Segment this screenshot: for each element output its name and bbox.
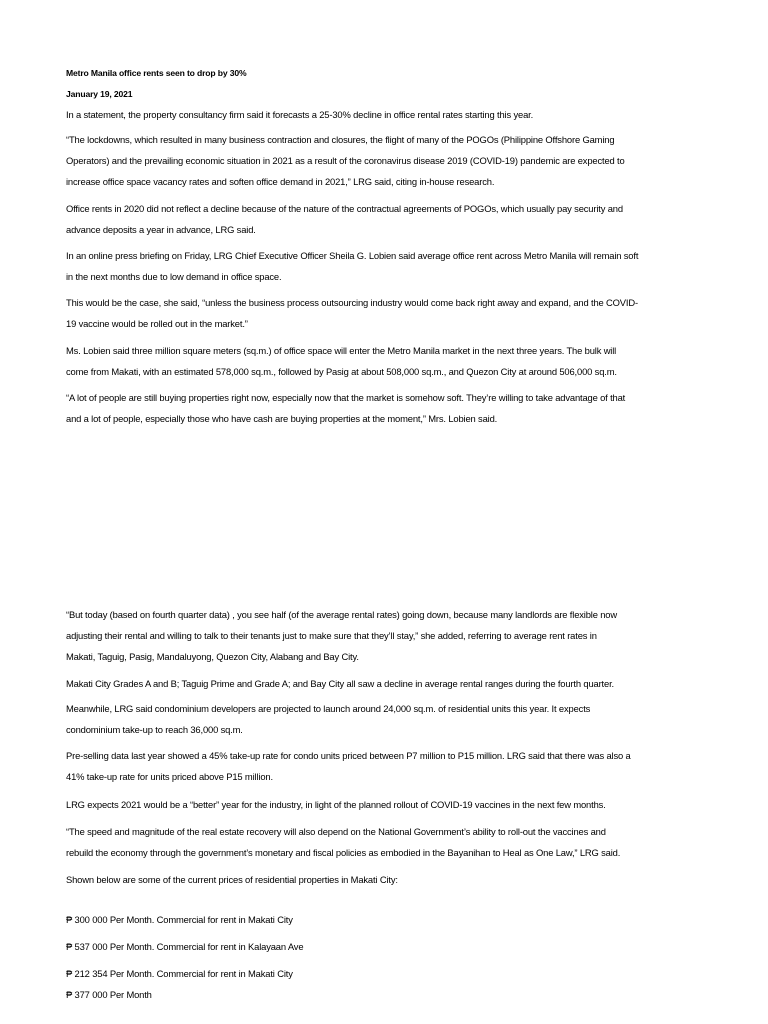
paragraph bbox=[66, 794, 706, 815]
text-line: Makati City Grades A and B; Taguig Prime and Grade A; and Bay City all saw a decline in average rental ranges during the fourth quarter. bbox=[66, 678, 614, 689]
text-line: “The lockdowns, which resulted in many business contraction and closures, the flight of many of the POGOs (Philippine Offshore Gaming bbox=[66, 134, 615, 145]
text-line: Office rents in 2020 did not reflect a decline because of the nature of the contractual agreements of POGOs, which usually pay security and bbox=[66, 203, 623, 214]
text-line: Ms. Lobien said three million square meters (sq.m.) of office space will enter the Metro Manila market in the next three years. The bulk will bbox=[66, 345, 617, 356]
text-line: In a statement, the property consultancy firm said it forecasts a 25-30% decline in office rental rates starting this year. bbox=[66, 109, 534, 120]
paragraph bbox=[66, 245, 706, 287]
text-line: increase office space vacancy rates and soften office demand in 2021,” LRG said, citing in-house research. bbox=[66, 176, 495, 187]
text-line: and a lot of people, especially those who have cash are buying properties at the moment,” Mrs. Lobien said. bbox=[66, 413, 498, 424]
text-line: adjusting their rental and willing to talk to their tenants just to make sure that they’ll stay,” she added, referring to average rent rates in bbox=[66, 630, 597, 641]
paragraph bbox=[66, 745, 706, 787]
paragraph bbox=[66, 821, 706, 863]
text-line: Operators) and the prevailing economic situation in 2021 as a result of the coronavirus disease 2019 (COVID-19) pandemic are expected to bbox=[66, 155, 625, 166]
text-line: Makati, Taguig, Pasig, Mandaluyong, Quezon City, Alabang and Bay City. bbox=[66, 651, 359, 662]
article-date: January 19, 2021 bbox=[66, 89, 133, 99]
listing-item: ₱ 300 000 Per Month. Commercial for rent in Makati City bbox=[66, 914, 293, 925]
text-line: LRG expects 2021 would be a “better” year for the industry, in light of the planned rollout of COVID-19 vaccines in the next few months. bbox=[66, 799, 606, 810]
paragraph bbox=[66, 292, 706, 334]
listing-item: ₱ 537 000 Per Month. Commercial for rent in Kalayaan Ave bbox=[66, 941, 304, 952]
text-line: 41% take-up rate for units priced above P15 million. bbox=[66, 771, 273, 782]
paragraph bbox=[66, 387, 706, 429]
article-title: Metro Manila office rents seen to drop by 30% bbox=[66, 68, 247, 78]
text-line: This would be the case, she said, “unless the business process outsourcing industry would come back right away and expand, and the COVID- bbox=[66, 297, 638, 308]
paragraph bbox=[66, 104, 706, 125]
paragraph bbox=[66, 673, 706, 694]
text-line: 19 vaccine would be rolled out in the market.” bbox=[66, 318, 248, 329]
text-line: Shown below are some of the current prices of residential properties in Makati City: bbox=[66, 874, 398, 885]
text-line: “The speed and magnitude of the real estate recovery will also depend on the National Government’s ability to roll-out the vaccines and bbox=[66, 826, 606, 837]
text-line: come from Makati, with an estimated 578,000 sq.m., followed by Pasig at about 508,000 sq.m., and Quezon City at around 506,000 sq.m. bbox=[66, 366, 617, 377]
text-line: advance deposits a year in advance, LRG said. bbox=[66, 224, 256, 235]
paragraph bbox=[66, 129, 706, 192]
listing-item: ₱ 212 354 Per Month. Commercial for rent in Makati City bbox=[66, 968, 293, 979]
paragraph bbox=[66, 198, 706, 240]
paragraph bbox=[66, 604, 706, 667]
text-line: condominium take-up to reach 36,000 sq.m. bbox=[66, 724, 243, 735]
paragraph bbox=[66, 698, 706, 740]
text-line: Meanwhile, LRG said condominium developers are projected to launch around 24,000 sq.m. of residential units this year. It expects bbox=[66, 703, 591, 714]
text-line: rebuild the economy through the government’s monetary and fiscal policies as embodied in the Bayanihan to Heal as One Law,” LRG said. bbox=[66, 847, 621, 858]
paragraph bbox=[66, 869, 706, 890]
listing-item: ₱ 377 000 Per Month bbox=[66, 989, 152, 1000]
text-line: “A lot of people are still buying properties right now, especially now that the market is somehow soft. They’re willing to take advantage of that bbox=[66, 392, 626, 403]
text-line: In an online press briefing on Friday, LRG Chief Executive Officer Sheila G. Lobien said average office rent across Metro Manila will remain soft bbox=[66, 250, 639, 261]
paragraph bbox=[66, 340, 706, 382]
text-line: in the next months due to low demand in office space. bbox=[66, 271, 282, 282]
text-line: “But today (based on fourth quarter data) , you see half (of the average rental rates) going down, because many landlords are flexible now bbox=[66, 609, 617, 620]
text-line: Pre-selling data last year showed a 45% take-up rate for condo units priced between P7 million to P15 million. LRG said that there was also a bbox=[66, 750, 631, 761]
